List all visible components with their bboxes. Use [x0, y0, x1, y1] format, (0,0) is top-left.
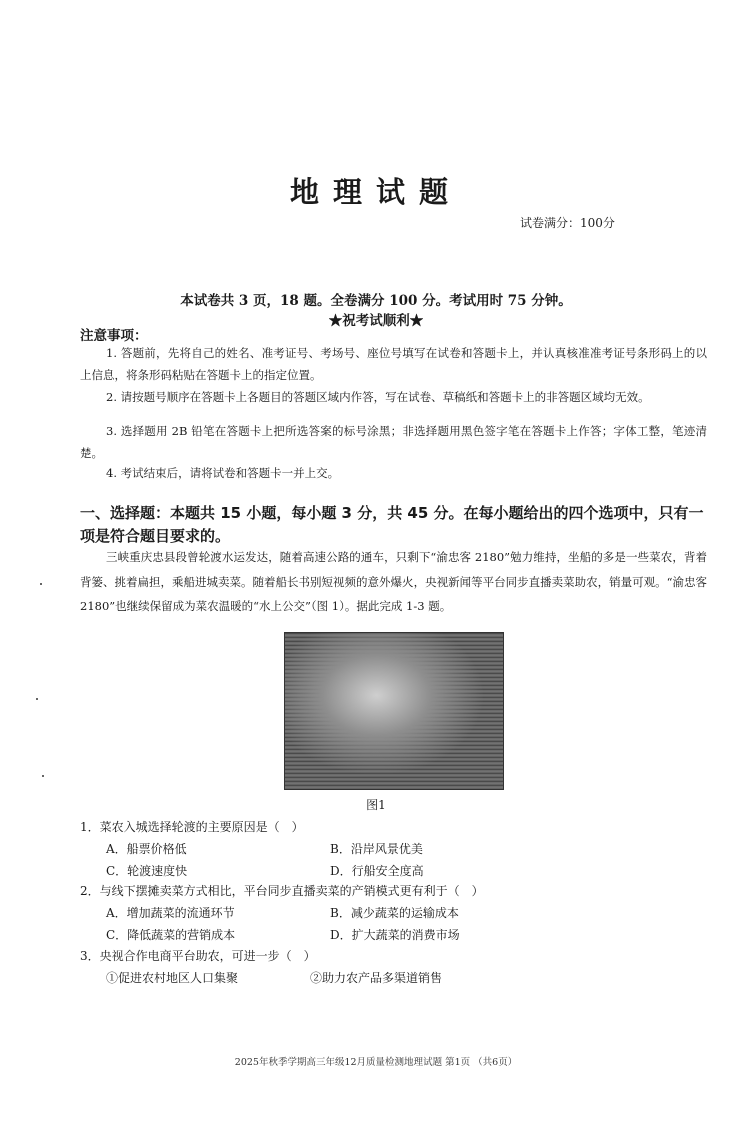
q2-option-c: C．降低蔬菜的营销成本: [106, 928, 236, 942]
notice-item-1: 1. 答题前，先将自己的姓名、准考证号、考场号、座位号填写在试卷和答题卡上，并认真核准准考证号条形码上的以上信息，将条形码粘贴在答题卡上的指定位置。: [80, 346, 707, 382]
scan-speck: [36, 698, 38, 700]
scan-speck: [42, 775, 44, 777]
question-3-stem: 3．央视合作电商平台助农，可进一步（ ）: [80, 949, 316, 963]
question-1-stem: 1．菜农入城选择轮渡的主要原因是（ ）: [80, 820, 304, 834]
q2-option-b: B．减少蔬菜的运输成本: [330, 906, 459, 920]
q2-option-d: D．扩大蔬菜的消费市场: [330, 928, 460, 942]
q1-option-d: D．行船安全度高: [330, 864, 424, 878]
q1-option-b: B．沿岸风景优美: [330, 842, 423, 856]
notice-item-4: 4. 考试结束后，请将试卷和答题卡一并上交。: [106, 466, 340, 480]
page-footer: 2025年秋季学期高三年级12月质量检测地理试题 第1页 （共6页）: [234, 1057, 518, 1068]
page-title: 地理试题: [289, 175, 462, 209]
q2-option-a: A．增加蔬菜的流通环节: [106, 906, 235, 920]
section-heading: 一、选择题：本题共 15 小题，每小题 3 分，共 45 分。在每小题给出的四个选项中，只有一项是符合题目要求的。: [80, 504, 704, 545]
q1-option-c: C．轮渡速度快: [106, 864, 188, 878]
full-score-note: 试卷满分：100分: [520, 216, 615, 230]
reading-passage: 三峡重庆忠县段曾轮渡水运发达，随着高速公路的通车，只剩下“渝忠客 2180”勉力维持，坐船的多是一些菜农，背着背篓、挑着扁担，乘船进城卖菜。随着船长书别短视频的意外爆火，央视新闻等平台同步直播卖菜助农，销量可观。“渝忠客 2180”也继续保留成为菜农温暖的“水上公交”（图 1）。据此完成 1-3 题。: [80, 550, 707, 613]
scan-speck: [40, 583, 42, 585]
q3-option-2: ②助力农产品多渠道销售: [310, 971, 443, 985]
q3-option-1: ①促进农村地区人口集聚: [106, 971, 239, 985]
notice-item-2: 2. 请按题号顺序在答题卡上各题目的答题区域内作答，写在试卷、草稿纸和答题卡上的非答题区域均无效。: [106, 390, 650, 404]
question-2-stem: 2．与线下摆摊卖菜方式相比，平台同步直播卖菜的产销模式更有利于（ ）: [80, 884, 484, 898]
ferry-photo: [284, 632, 504, 790]
q1-option-a: A．船票价格低: [106, 842, 187, 856]
notice-heading: 注意事项：: [80, 328, 148, 344]
notice-item-3: 3. 选择题用 2B 铅笔在答题卡上把所选答案的标号涂黑；非选择题用黑色签字笔在答题卡上作答；字体工整，笔迹清楚。: [80, 424, 707, 460]
exam-intro: 本试卷共 3 页，18 题。全卷满分 100 分。考试用时 75 分钟。: [180, 293, 572, 309]
figure-caption: 图1: [366, 798, 386, 812]
good-luck-note: ★祝考试顺利★: [328, 313, 424, 329]
